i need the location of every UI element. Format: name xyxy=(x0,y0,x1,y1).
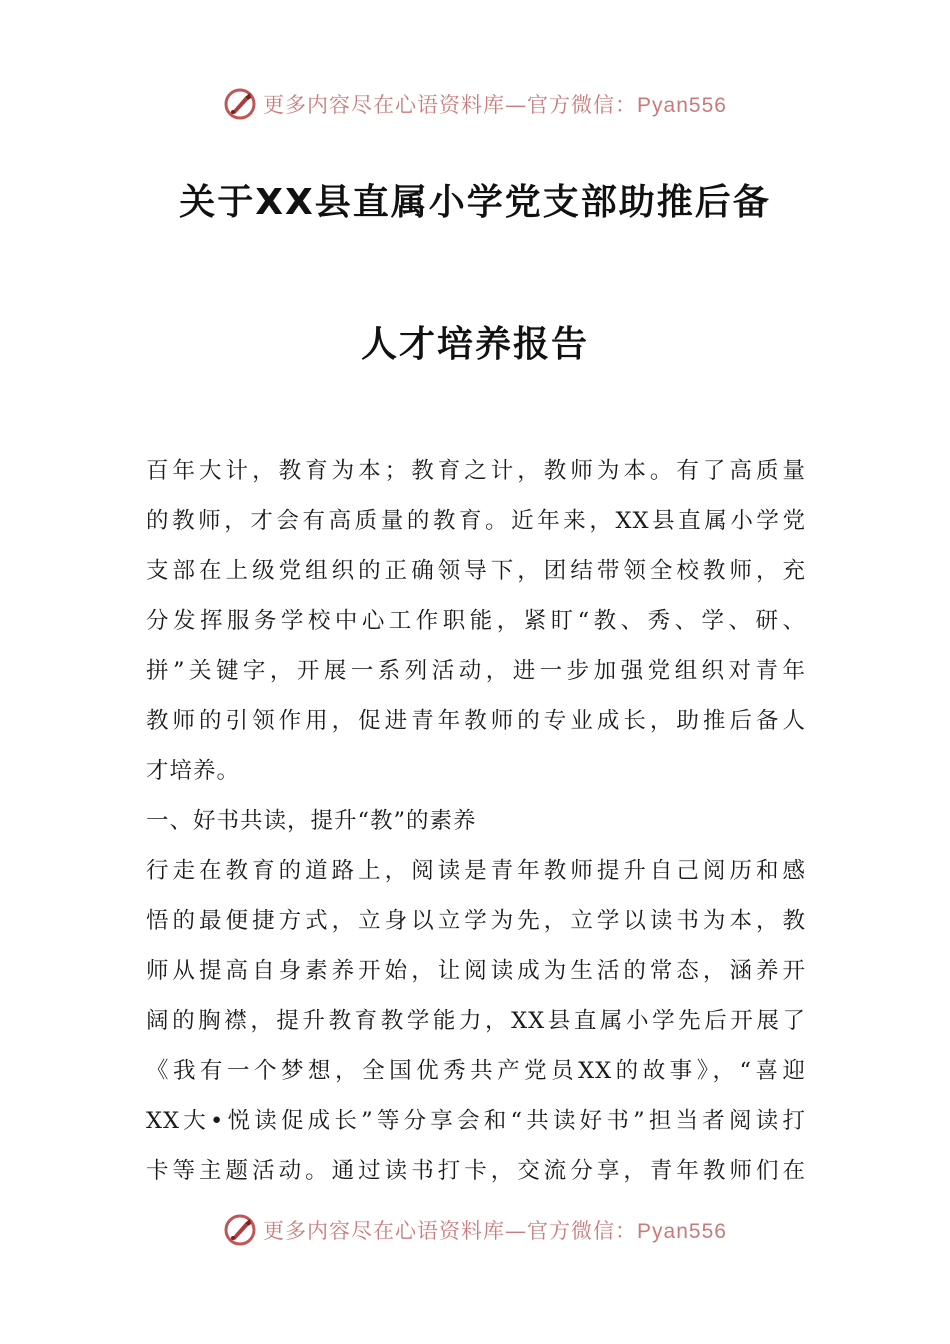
watermark-slogan: 更多内容尽在心语资料库—官方微信： xyxy=(263,93,638,117)
pen-nib-logo-icon xyxy=(223,1213,257,1247)
section-heading: 一、好书共读，提升“教”的素养 xyxy=(146,808,477,834)
body-line: 《我有一个梦想，全国优秀共产党员XX的故事》，“喜迎 xyxy=(146,1058,806,1084)
body-line: 师从提高自身素养开始，让阅读成为生活的常态，涵养开 xyxy=(146,958,806,984)
body-line: 才培养。 xyxy=(146,758,241,784)
watermark-text xyxy=(263,1215,727,1245)
body-line: 悟的最便捷方式，立身以立学为先，立学以读书为本，教 xyxy=(146,908,806,934)
body-line: 百年大计，教育为本；教育之计，教师为本。有了高质量 xyxy=(146,458,806,484)
footer-watermark-banner xyxy=(0,1210,950,1250)
body-line: 拼”关键字，开展一系列活动，进一步加强党组织对青年 xyxy=(146,658,806,684)
document-title-line-1: 关于XX县直属小学党支部助推后备 xyxy=(179,182,771,223)
watermark-text xyxy=(263,89,727,119)
body-line: 支部在上级党组织的正确领导下，团结带领全校教师，充 xyxy=(146,558,806,584)
body-line: 卡等主题活动。通过读书打卡，交流分享，青年教师们在 xyxy=(146,1158,806,1184)
watermark-slogan: 更多内容尽在心语资料库—官方微信： xyxy=(263,1219,638,1243)
body-line: 阔的胸襟，提升教育教学能力，XX县直属小学先后开展了 xyxy=(146,1008,806,1034)
document-title-line-2: 人才培养报告 xyxy=(360,324,589,365)
body-line: 分发挥服务学校中心工作职能，紧盯“教、秀、学、研、 xyxy=(146,608,806,634)
body-line: XX大•悦读促成长”等分享会和“共读好书”担当者阅读打 xyxy=(146,1108,806,1134)
wechat-id: Pyan556 xyxy=(637,94,727,117)
wechat-id: Pyan556 xyxy=(637,1220,727,1243)
body-line: 教师的引领作用，促进青年教师的专业成长，助推后备人 xyxy=(146,708,806,734)
body-line: 行走在教育的道路上，阅读是青年教师提升自己阅历和感 xyxy=(146,858,806,884)
body-line: 的教师，才会有高质量的教育。近年来，XX县直属小学党 xyxy=(146,508,806,534)
header-watermark-banner xyxy=(0,84,950,124)
pen-nib-logo-icon xyxy=(223,87,257,121)
document-body xyxy=(146,446,806,1196)
